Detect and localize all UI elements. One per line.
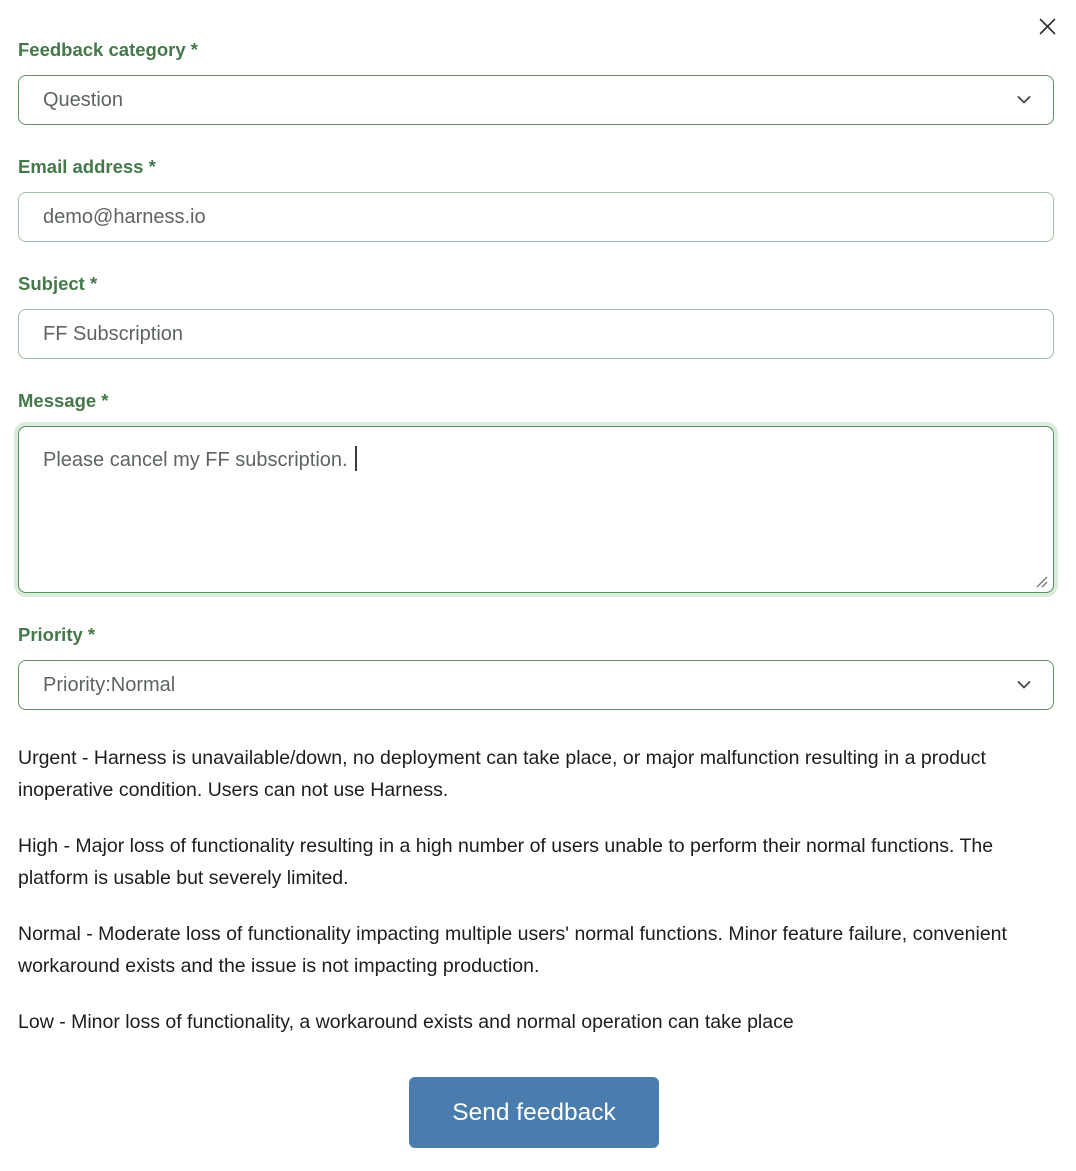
priority-help-normal: Normal - Moderate loss of functionality impacting multiple users' normal functions. Minor feature failure, convenient workaround exists and the issue is not impacting production. [18, 923, 1007, 977]
priority-group [18, 625, 1054, 710]
message-field[interactable] [18, 426, 1054, 593]
priority-value: Priority:Normal [43, 673, 176, 696]
message-label: Message * [18, 390, 109, 411]
chevron-down-icon [1013, 674, 1035, 696]
resize-grip-icon[interactable] [1035, 575, 1048, 588]
message-value: Please cancel my FF subscription. [43, 449, 348, 471]
subject-group [18, 274, 1054, 359]
email-group [18, 157, 1054, 242]
chevron-down-icon [1013, 89, 1035, 111]
priority-help-urgent: Urgent - Harness is unavailable/down, no deployment can take place, or major malfunction resulting in a product inoperative condition. Users can not use Harness. [18, 747, 986, 801]
priority-select[interactable] [18, 660, 1054, 710]
priority-descriptions [18, 742, 1054, 1038]
priority-label: Priority * [18, 624, 96, 645]
feedback-category-group [18, 40, 1054, 125]
feedback-category-value: Question [43, 88, 124, 111]
subject-label: Subject * [18, 273, 98, 294]
email-label: Email address * [18, 156, 156, 177]
message-group [18, 391, 1054, 593]
close-button[interactable] [1033, 12, 1062, 41]
subject-field[interactable] [18, 309, 1054, 359]
send-feedback-button[interactable]: Send feedback [409, 1077, 659, 1148]
feedback-category-select[interactable] [18, 75, 1054, 125]
submit-row [18, 1077, 1054, 1148]
close-icon [1037, 16, 1058, 37]
email-field[interactable] [18, 192, 1054, 242]
priority-help-low: Low - Minor loss of functionality, a workaround exists and normal operation can take place [18, 1011, 794, 1033]
feedback-category-label: Feedback category * [18, 39, 198, 60]
priority-help-high: High - Major loss of functionality resulting in a high number of users unable to perform their normal functions. The platform is usable but severely limited. [18, 835, 994, 889]
text-cursor [355, 446, 357, 471]
